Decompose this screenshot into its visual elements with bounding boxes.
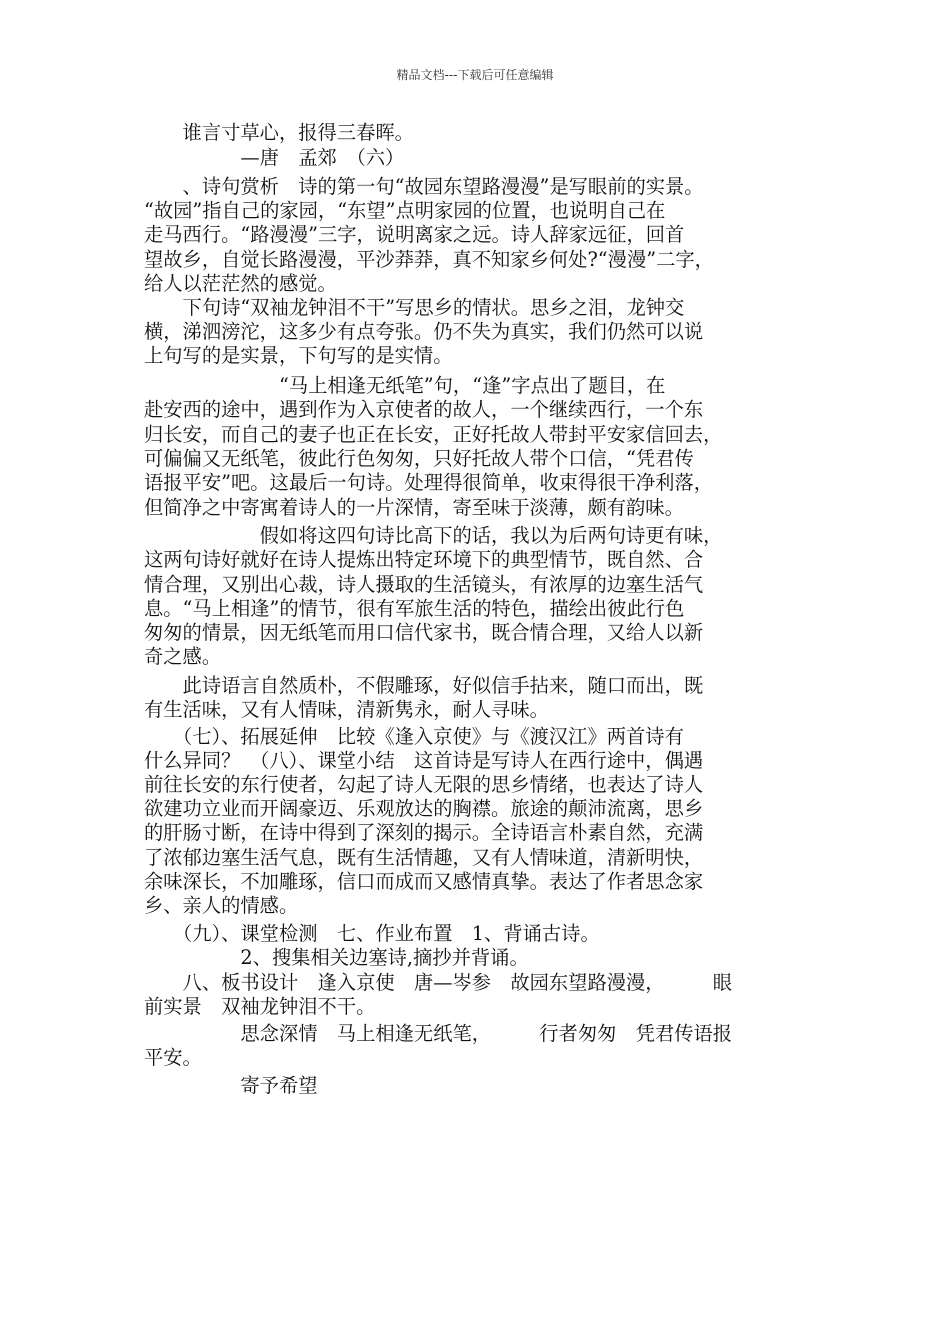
text-line: 的肝肠寸断，在诗中得到了深刻的揭示。全诗语言朴素自然，充满: [144, 821, 704, 844]
text-line: 情合理，又别出心裁，诗人摄取的生活镜头，有浓厚的边塞生活气: [144, 573, 704, 596]
text-line: 横，涕泗滂沱，这多少有点夸张。仍不失为真实，我们仍然可以说: [144, 320, 704, 343]
text-line: 乡、亲人的情感。: [144, 894, 299, 917]
text-line: 八、板书设计 逢入京使 唐—岑参 故园东望路漫漫， 眼: [144, 971, 733, 994]
text-line: 余味深长，不加雕琢，信口而成而又感情真挚。表达了作者思念家: [144, 870, 704, 893]
text-line: 语报平安”吧。这最后一句诗。处理得很简单，收束得很干净利落，: [144, 471, 714, 494]
text-line: 匆匆的情景，因无纸笔而用口信代家书，既合情合理，又给人以新: [144, 621, 704, 644]
text-line: 此诗语言自然质朴，不假雕琢，好似信手拈来，随口而出，既: [144, 674, 704, 697]
text-line: “故园”指自己的家园，“东望”点明家园的位置，也说明自己在: [144, 199, 666, 222]
text-line: 归长安，而自己的妻子也正在长安，正好托故人带封平安家信回去，: [144, 423, 723, 446]
text-line: 赴安西的途中，遇到作为入京使者的故人，一个继续西行，一个东: [144, 398, 704, 421]
text-line: “马上相逢无纸笔”句，“逢”字点出了题目，在: [144, 374, 666, 397]
text-line: 欲建功立业而开阔豪迈、乐观放达的胸襟。旅途的颠沛流离，思乡: [144, 797, 704, 820]
text-line: 假如将这四句诗比高下的话，我以为后两句诗更有味，: [144, 524, 723, 547]
text-line: 走马西行。“路漫漫”三字，说明离家之远。诗人辞家远征，回首: [144, 223, 685, 246]
text-line: 谁言寸草心，报得三春晖。: [144, 121, 414, 144]
text-line: 奇之感。: [144, 645, 222, 668]
text-line: 可偏偏又无纸笔，彼此行色匆匆，只好托故人带个口信，“凭君传: [144, 447, 694, 470]
text-line: 前往长安的东行使者，勾起了诗人无限的思乡情绪，也表达了诗人: [144, 773, 704, 796]
text-line: 前实景 双袖龙钟泪不干。: [144, 995, 376, 1018]
text-line: 2、搜集相关边塞诗,摘抄并背诵。: [144, 946, 529, 969]
text-line: 息。“马上相逢”的情节，很有军旅生活的特色，描绘出彼此行色: [144, 597, 685, 620]
page-header: 精品文档---下载后可任意编辑: [396, 68, 554, 82]
text-line: 但简净之中寄寓着诗人的一片深情，寄至味于淡薄，颇有韵味。: [144, 496, 684, 519]
text-line: 寄予希望: [144, 1074, 318, 1097]
text-line: —唐 孟郊 （六）: [144, 146, 405, 169]
text-line: （九）、课堂检测 七、作业布置 1、背诵古诗。: [144, 922, 600, 945]
text-line: 思念深情 马上相逢无纸笔， 行者匆匆 凭君传语报: [144, 1022, 733, 1045]
text-line: 给人以茫茫然的感觉。: [144, 272, 337, 295]
text-line: 、诗句赏析 诗的第一句“故园东望路漫漫”是写眼前的实景。: [144, 175, 704, 198]
text-line: 有生活味，又有人情味，清新隽永，耐人寻味。: [144, 698, 549, 721]
text-line: 平安。: [144, 1046, 202, 1069]
text-line: （七）、拓展延伸 比较《逢入京使》与《渡汉江》两首诗有: [144, 725, 684, 748]
text-line: 望故乡，自觉长路漫漫，平沙莽莽，真不知家乡何处?“漫漫”二字，: [144, 248, 714, 271]
text-line: 这两句诗好就好在诗人提炼出特定环境下的典型情节，既自然、合: [144, 548, 704, 571]
text-line: 下句诗“双袖龙钟泪不干”写思乡的情状。思乡之泪，龙钟交: [144, 296, 685, 319]
text-line: 什么异同？ （八）、课堂小结 这首诗是写诗人在西行途中，偶遇: [144, 749, 704, 772]
text-line: 了浓郁边塞生活气息，既有生活情趣，又有人情味道，清新明快，: [144, 846, 704, 869]
text-line: 上句写的是实景，下句写的是实情。: [144, 344, 453, 367]
